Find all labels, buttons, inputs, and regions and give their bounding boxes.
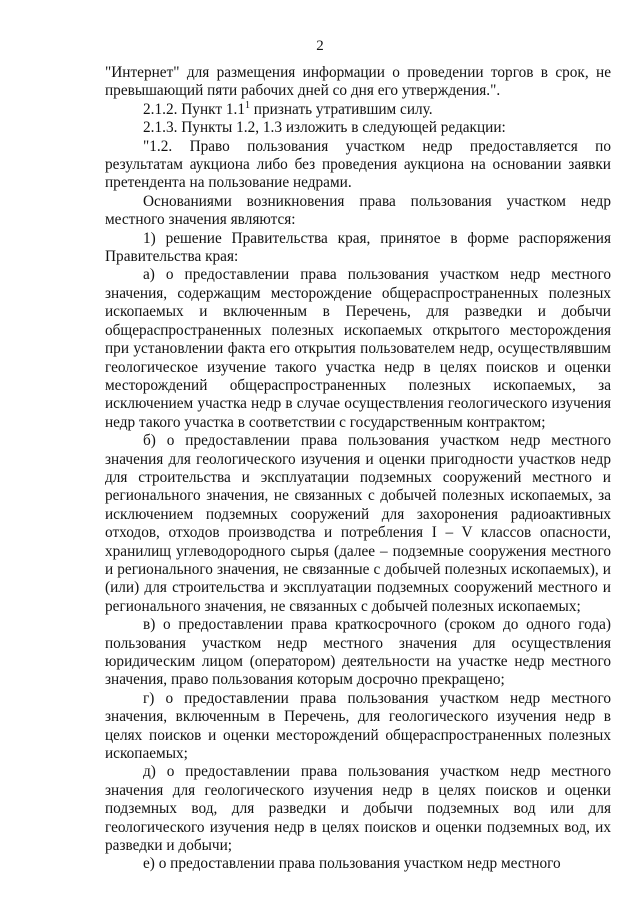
paragraph-1-2: "1.2. Право пользования участком недр предоставляется по результатам аукциона либо без проведения аукциона на основании заявки претендента на пользование недрами. <box>105 137 611 192</box>
paragraph-d: д) о предоставлении права пользования участком недр местного значения для геологического изучения недр в целях поисков и оценки подземных вод, для разведки и добычи подземных вод или для геологического изучения недр в целях поисков и оценки подземных вод, их разведки и добычи; <box>105 763 611 855</box>
paragraph-e: е) о предоставлении права пользования участком недр местного <box>143 855 561 873</box>
paragraph-1: "Интернет" для размещения информации о проведении торгов в срок, не превышающий пяти рабочих дней со дня его утверждения.". <box>105 64 611 100</box>
paragraph-decision: 1) решение Правительства края, принятое в форме распоряжения Правительства края: <box>105 229 611 266</box>
paragraph-2-1-3: 2.1.3. Пункты 1.2, 1.3 изложить в следующей редакции: <box>143 119 506 137</box>
item-prefix: 2.1.2. Пункт 1.1 <box>143 100 245 118</box>
paragraph-a: а) о предоставлении права пользования участком недр местного значения, содержащим месторождение общераспространенных полезных ископаемых и включенным в Перечень, для разведки и добычи общераспространенных полезных ископаемых открытого месторождения при установлении факта его открытия пользователем недр, осуществлявшим геологическое изучение такого участка недр в целях поисков и оценки месторождений общераспространенных полезных ископаемых, за исключением участка недр в случае осуществления геологического изучения недр такого участка в соответствии с государственным контрактом; <box>105 266 611 431</box>
paragraph-b: б) о предоставлении права пользования участком недр местного значения для геологического изучения и оценки пригодности участков недр для строительства и эксплуатации подземных сооружений местного и регионального значения, не связанных с добычей полезных ископаемых, за исключением подземных сооружений для захоронения радиоактивных отходов, отходов производства и потребления I – V классов опасности, хранилищ углеводородного сырья (далее – подземные сооружения местного и регионального значения, не связанные с добычей полезных ископаемых), и (или) для строительства и эксплуатации подземных сооружений местного и регионального значения, не связанных с добычей полезных ископаемых; <box>105 432 611 615</box>
paragraph-grounds: Основаниями возникновения права пользования участком недр местного значения являются: <box>105 192 611 229</box>
item-suffix: признать утратившим силу. <box>249 100 433 118</box>
paragraph-2-1-2 <box>105 101 611 119</box>
document-body <box>105 64 611 874</box>
item-superscript: 1 <box>244 99 250 111</box>
paragraph-v: в) о предоставлении права краткосрочного (сроком до одного года) пользования участком недр местного значения для осуществления юридическим лицом (оператором) деятельности на участке недр местного значения, право пользования которым досрочно прекращено; <box>105 616 611 689</box>
paragraph-g: г) о предоставлении права пользования участком недр местного значения, включенным в Перечень, для геологического изучения недр в целях поисков и оценки месторождений общераспространенных полезных ископаемых; <box>105 689 611 763</box>
page-number: 2 <box>316 38 324 54</box>
